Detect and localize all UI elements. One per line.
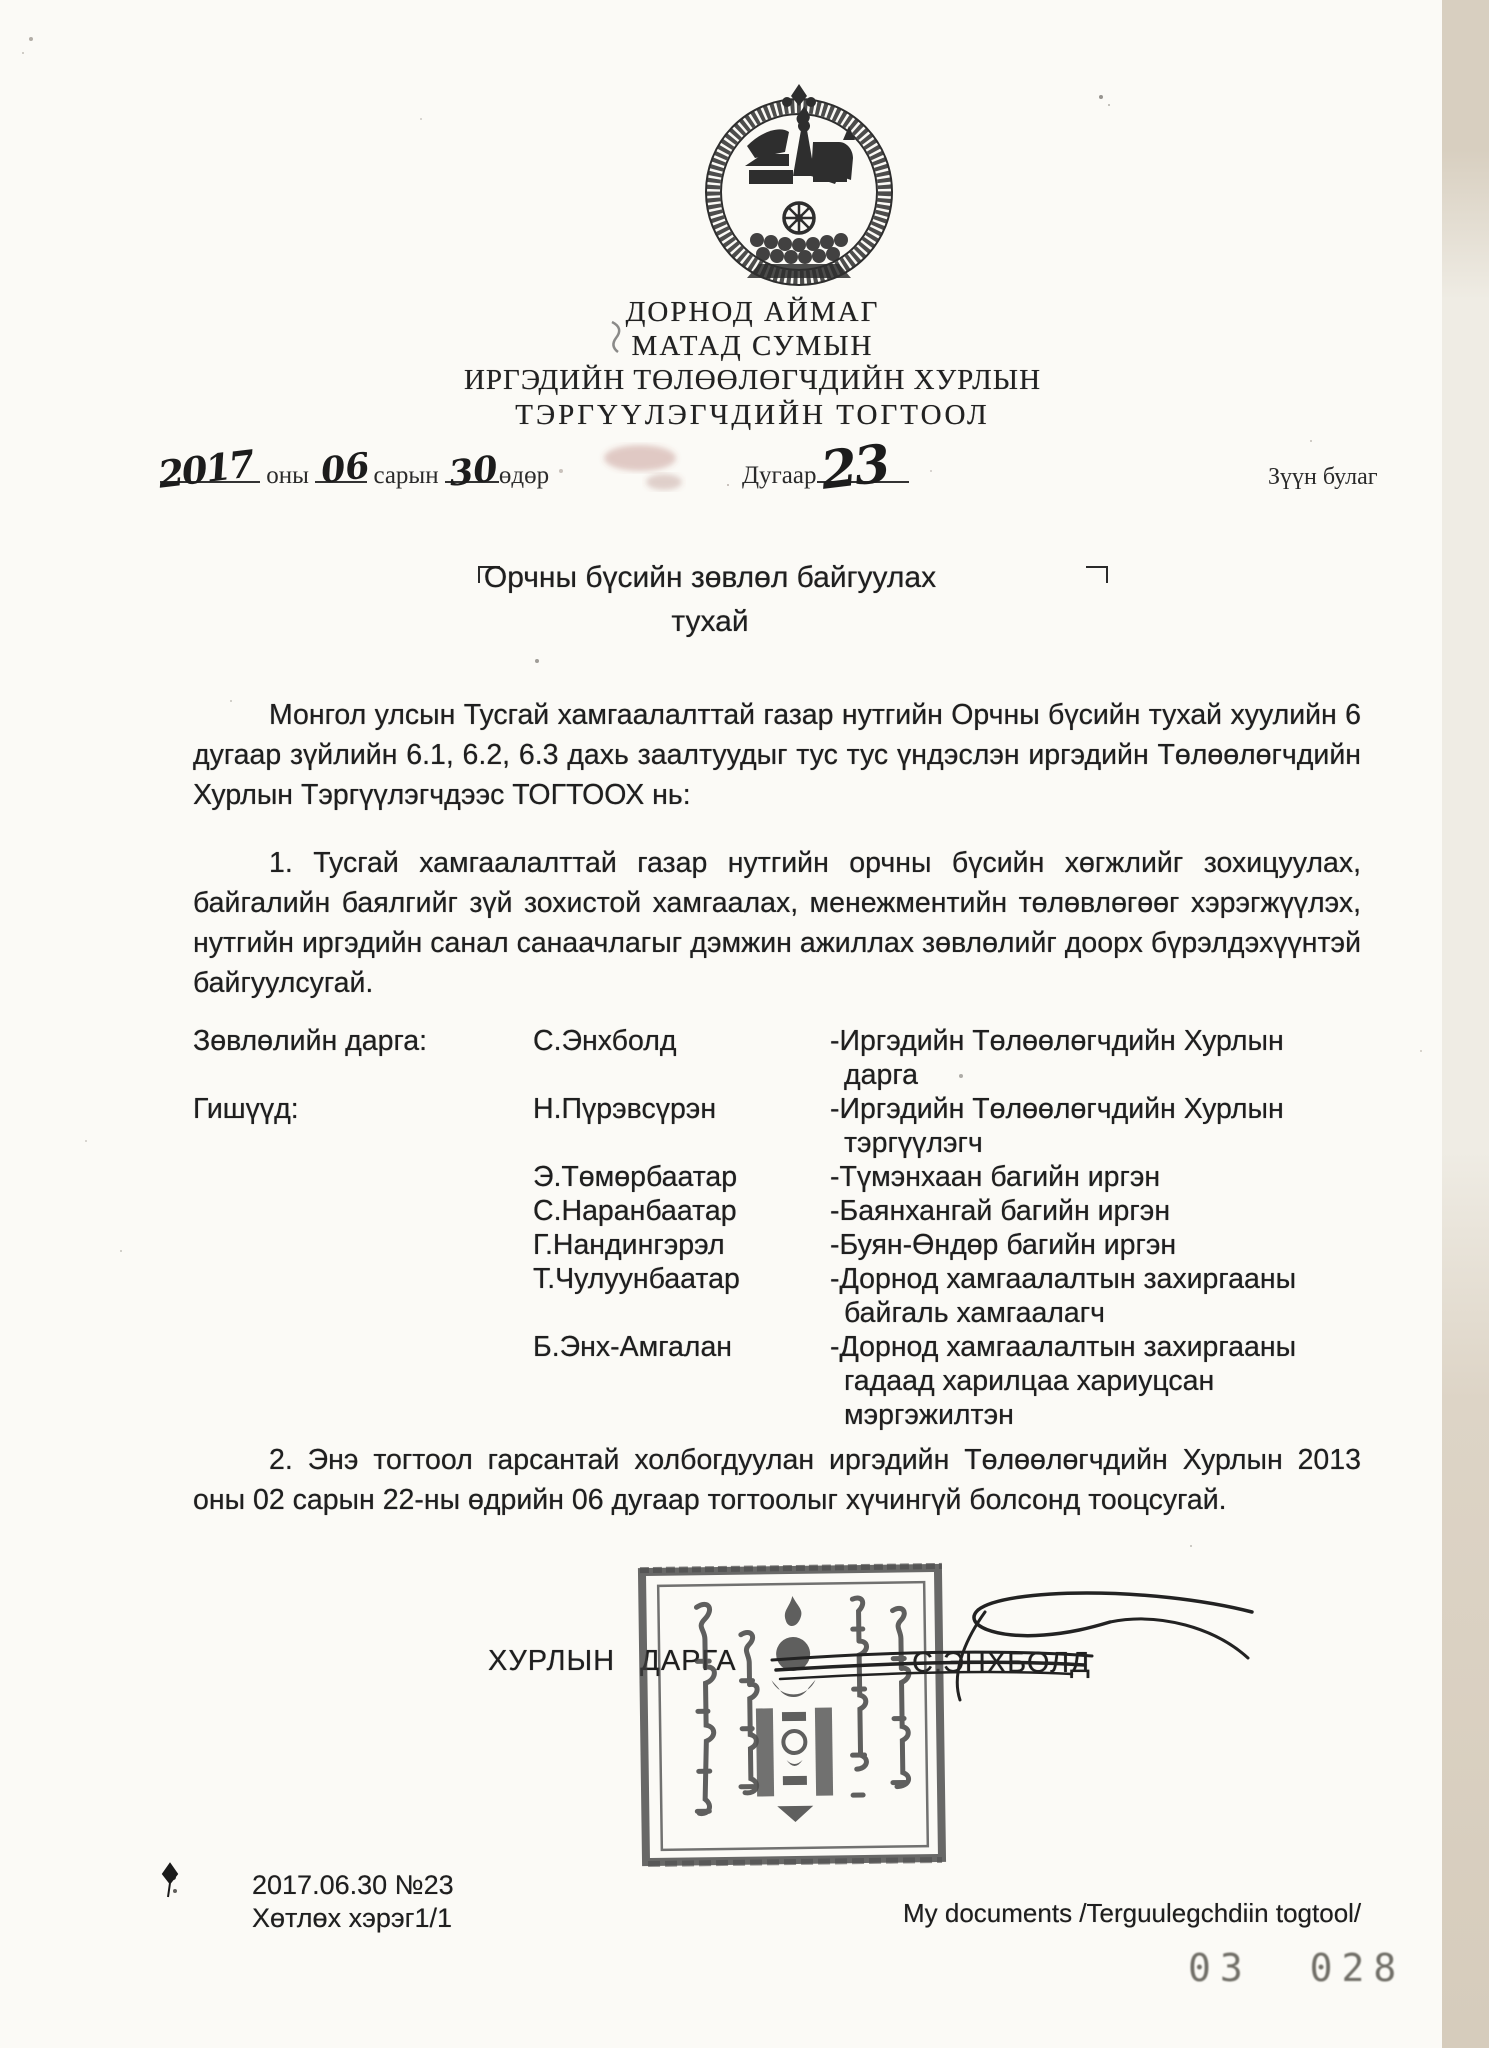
council-row (193, 1330, 1489, 1432)
mongolian-state-emblem-icon (693, 80, 905, 292)
month-blank (315, 445, 373, 492)
member-desc: -Буян-Өндөр багийн иргэн (830, 1229, 1177, 1261)
member-role: Зөвлөлийн дарга: (193, 1025, 428, 1057)
footer-file-ref: Хөтлөх хэрэг1/1 (252, 1903, 453, 1933)
member-desc: -Түмэнхаан багийн иргэн (830, 1161, 1161, 1193)
decree-title-line2: тухай (671, 605, 749, 638)
member-name: Г.Нандингэрэл (533, 1229, 725, 1261)
handwritten-year: 2017 (155, 441, 256, 497)
footer-doc-path: My documents /Terguulegchdiin togtool/ (903, 1898, 1362, 1928)
handwritten-number: 23 (817, 433, 891, 502)
number-label: Дугаар (742, 462, 817, 489)
place-name: Зүүн булаг (1268, 464, 1378, 490)
year-label: оны (260, 462, 316, 489)
mongolian-script-seal-stamp-icon (634, 1558, 954, 1874)
member-desc: -Дорнод хамгаалалтын захиргааны гадаад харилцаа хариуцсан мэргэжилтэн (830, 1331, 1297, 1431)
council-row (193, 1092, 1489, 1160)
member-desc: -Иргэдийн Төлөөлөгчдийн Хурлын тэргүүлэгч (830, 1093, 1284, 1159)
decree-title-line1: Орчны бүсийн зөвлөл байгуулах (483, 561, 937, 594)
day-label: өдөр (498, 462, 550, 489)
member-name: Н.Пүрэвсүрэн (533, 1093, 717, 1125)
date-line (155, 441, 550, 497)
member-name: С.Наранбаатар (533, 1195, 737, 1227)
member-name: Б.Энх-Амгалан (533, 1331, 733, 1363)
item1-paragraph: 1. Тусгай хамгаалалттай газар нутгийн орчны бүсийн хөгжлийг зохицуулах, байгалийн баялгийг зүй зохистой хамгаалах, менежментийн төлөвлөгөөг хэрэгжүүлэх, нутгийн иргэдийн санал санаачлагыг дэмжин ажиллах зөвлөлийг доорх бүрэлдэхүүнтэй байгуулсугай. (193, 847, 1361, 999)
handwritten-day: 30 (446, 448, 500, 495)
day-blank (445, 448, 500, 495)
member-name: Т.Чулуунбаатар (533, 1263, 740, 1295)
council-row (193, 1160, 1489, 1194)
scan-speckles (0, 0, 2, 2)
month-label: сарын (367, 462, 445, 489)
letterhead-sum: МАТАД СУМЫН (631, 330, 874, 362)
handwritten-month: 06 (318, 445, 373, 492)
number-line (742, 433, 909, 502)
signature-name: С.ЭНХБОЛД (912, 1647, 1091, 1679)
letterhead-aimag: ДОРНОД АЙМАГ (625, 296, 880, 328)
page-number-stamp: 03 028 (1188, 1946, 1406, 1990)
council-row (193, 1262, 1489, 1330)
member-name: С.Энхболд (533, 1025, 677, 1057)
item2-paragraph: 2. Энэ тогтоол гарсантай холбогдуулан иргэдийн Төлөөлөгчдийн Хурлын 2013 оны 02 сарын 22-ны өдрийн 06 дугаар тогтоолыг хүчингүй болсонд тооцсугай. (193, 1444, 1361, 1516)
signature-title: ХУРЛЫН ДАРГА (488, 1645, 737, 1677)
council-row (193, 1194, 1489, 1228)
letterhead-togtool: ТЭРГҮҮЛЭГЧДИЙН ТОГТООЛ (515, 399, 990, 431)
member-role: Гишүүд: (193, 1093, 299, 1125)
corner-bracket-right-icon (1086, 566, 1108, 583)
year-blank (155, 441, 260, 497)
decree-title (380, 556, 1040, 644)
member-desc: -Баянхангай багийн иргэн (830, 1195, 1171, 1227)
member-name: Э.Төмөрбаатар (533, 1161, 738, 1193)
council-member-list (193, 1024, 1489, 1432)
council-row (193, 1228, 1489, 1262)
letterhead-khural: ИРГЭДИЙН ТӨЛӨӨЛӨГЧДИЙН ХУРЛЫН (463, 364, 1042, 396)
council-row (193, 1024, 1489, 1092)
intro-paragraph: Монгол улсын Тусгай хамгаалалттай газар нутгийн Орчны бүсийн тухай хуулийн 6 дугаар зүйлийн 6.1, 6.2, 6.3 дахь заалтуудыг тус тус үндэслэн иргэдийн Төлөөлөгчдийн Хурлын Тэргүүлэгчдээс ТОГТООХ нь: (193, 699, 1361, 811)
member-desc: -Иргэдийн Төлөөлөгчдийн Хурлын дарга (830, 1025, 1284, 1091)
footer-date-number: 2017.06.30 №23 (252, 1870, 454, 1900)
number-blank (817, 433, 909, 502)
member-desc: -Дорнод хамгаалалтын захиргааны байгаль хамгаалагч (830, 1263, 1297, 1329)
